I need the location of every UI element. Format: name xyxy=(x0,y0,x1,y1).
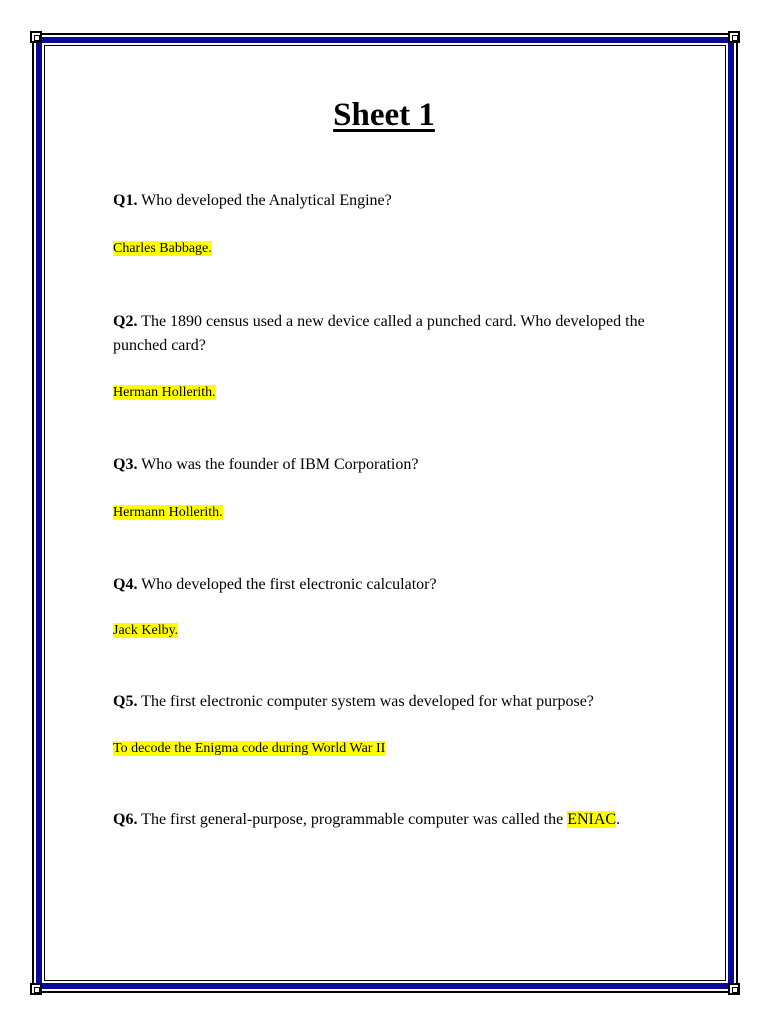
answer-highlight: Hermann Hollerith. xyxy=(113,505,223,520)
question-number: Q5. xyxy=(113,693,138,710)
answer-4 xyxy=(113,621,178,641)
question-3 xyxy=(113,453,673,477)
question-text: The first electronic computer system was developed for what purpose? xyxy=(137,693,594,710)
border-corner-ornament xyxy=(728,983,740,995)
question-text: Who was the founder of IBM Corporation? xyxy=(137,456,419,473)
question-text: Who developed the Analytical Engine? xyxy=(137,192,392,209)
border-corner-ornament xyxy=(30,31,42,43)
answer-3 xyxy=(113,503,223,523)
question-2 xyxy=(113,310,673,358)
sheet-title: Sheet 1 xyxy=(333,97,435,133)
question-text-end: . xyxy=(616,811,621,828)
question-6 xyxy=(113,808,623,832)
question-number: Q6. xyxy=(113,811,138,828)
question-number: Q2. xyxy=(113,313,138,330)
question-number: Q1. xyxy=(113,192,138,209)
question-text: The 1890 census used a new device called a punched card. Who developed the punched card? xyxy=(113,313,645,354)
answer-highlight: Herman Hollerith. xyxy=(113,385,216,400)
border-corner-ornament xyxy=(30,983,42,995)
answer-highlight: To decode the Enigma code during World War II xyxy=(113,741,386,756)
answer-highlight: Charles Babbage. xyxy=(113,241,212,256)
question-number: Q4. xyxy=(113,576,138,593)
answer-highlight: ENIAC xyxy=(567,811,617,828)
answer-1 xyxy=(113,239,212,259)
answer-2 xyxy=(113,383,216,403)
question-4 xyxy=(113,573,673,597)
answer-5 xyxy=(113,739,385,759)
question-text: Who developed the first electronic calculator? xyxy=(137,576,437,593)
question-number: Q3. xyxy=(113,456,138,473)
question-5 xyxy=(113,690,683,714)
answer-highlight: Jack Kelby. xyxy=(113,623,179,638)
question-text: The first general-purpose, programmable computer was called the xyxy=(137,811,568,828)
border-corner-ornament xyxy=(728,31,740,43)
question-1 xyxy=(113,189,673,213)
